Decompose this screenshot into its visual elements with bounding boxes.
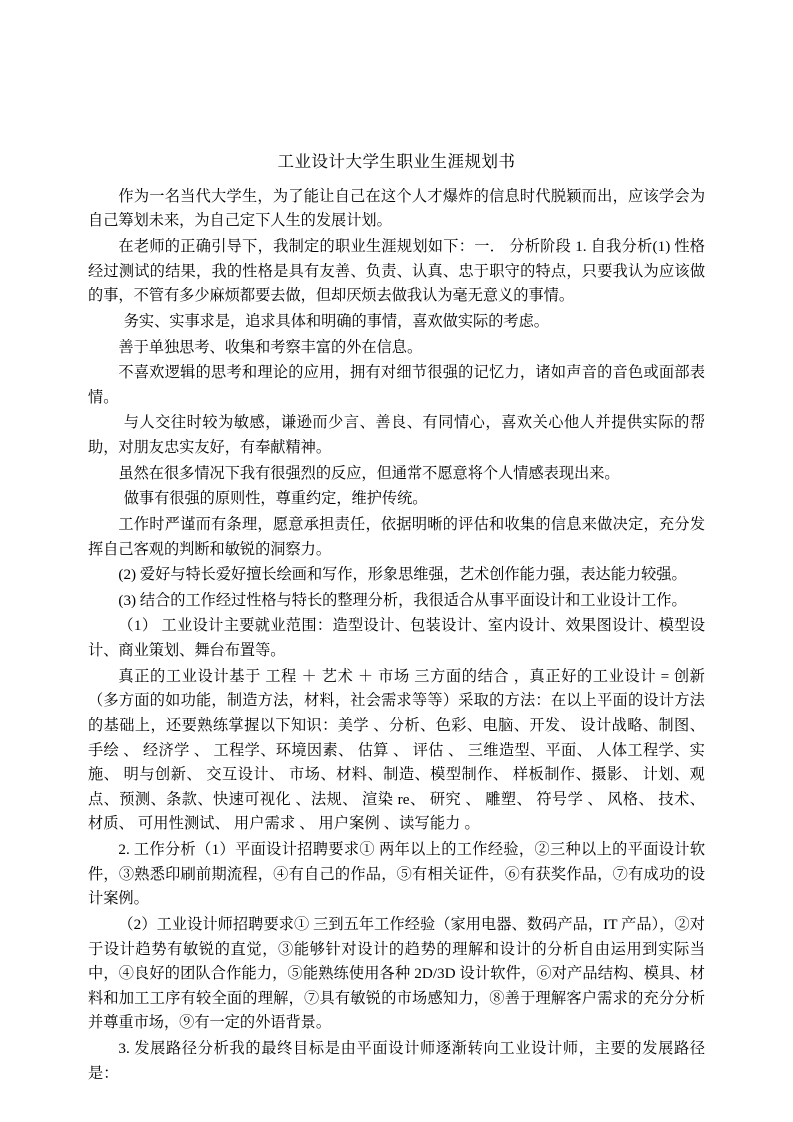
paragraph: 与人交往时较为敏感，谦逊而少言、善良、有同情心，喜欢关心他人并提供实际的帮助，对朋友忠实友好，有奉献精神。 <box>88 414 705 456</box>
paragraph: 不喜欢逻辑的思考和理论的应用，拥有对细节很强的记忆力，诸如声音的音色或面部表情。 <box>88 364 705 406</box>
paragraph: 做事有很强的原则性，尊重约定，维护传统。 <box>123 490 428 508</box>
paragraph: （1） 工业设计主要就业范围：造型设计、包装设计、室内设计、效果图设计、模型设计、商业策划、舞台布置等。 <box>88 617 705 659</box>
paragraph: (2) 爱好与特长爱好擅长绘画和写作，形象思维强，艺术创作能力强，表达能力较强。 <box>118 566 687 584</box>
paragraph: 善于单独思考、收集和考察丰富的外在信息。 <box>118 338 423 356</box>
paragraph: （2）工业设计师招聘要求① 三到五年工作经验（家用电器、数码产品，IT 产品），②对于设计趋势有敏锐的直觉，③能够针对设计的趋势的理解和设计的分析自由运用到实际当中，④良好的团队合作能力，⑤能熟练使用各种 2D/3D 设计软件，⑥对产品结构、模具、材料和加工工序有较全面的理解，⑦具有敏锐的市场感知力，⑧善于理解客户需求的充分分析并尊重市场，⑨有一定的外语背景。 <box>88 915 705 1032</box>
paragraph: 工作时严谨而有条理，愿意承担责任，依据明晰的评估和收集的信息来做决定，充分发挥自己客观的判断和敏锐的洞察力。 <box>88 515 705 558</box>
paragraph: 虽然在很多情况下我有很强烈的反应，但通常不愿意将个人情感表现出来。 <box>118 464 620 482</box>
paragraph: (3) 结合的工作经过性格与特长的整理分析，我很适合从事平面设计和工业设计工作。 <box>118 591 687 609</box>
paragraph: 3. 发展路径分析我的最终目标是由平面设计师逐渐转向工业设计师，主要的发展路径是： <box>88 1040 705 1082</box>
page-title: 工业设计大学生职业生涯规划书 <box>277 152 516 171</box>
paragraph: 真正的工业设计基于 工程 ＋ 艺术 ＋ 市场 三方面的结合 ，真正好的工业设计 = 创新（多方面的如功能，制造方法，材料，社会需求等等）采取的方法：在以上平面的设计方法的基础上，还要熟练掌握以下知识：美学 、分析、色彩、电脑、开发、 设计战略、制图、手绘 、 经济学 、 工程学、环境因素、 估算 、 评估 、 三维造型、平面、 人体工程学、实施、 明与创新、 交互设计、 市场、材料、制造、模型制作、 样板制作、摄影、 计划、观点、预测、条款、快速可视化 、法规、 渲染 re、 研究 、 雕塑、 符号学 、 风格、 技术、 材质、 可用性测试、 用户需求 、 用户案例 、读写能力 。 <box>88 667 705 833</box>
paragraph: 作为一名当代大学生，为了能让自己在这个人才爆炸的信息时代脱颖而出，应该学会为自己筹划未来，为自己定下人生的发展计划。 <box>88 187 705 230</box>
paragraph: 务实、实事求是，追求具体和明确的事情，喜欢做实际的考虑。 <box>123 312 549 330</box>
paragraph: 2. 工作分析（1）平面设计招聘要求① 两年以上的工作经验，②三种以上的平面设计软件，③熟悉印刷前期流程，④有自己的作品，⑤有相关证件，⑥有获奖作品，⑦有成功的设计案例。 <box>88 841 705 908</box>
paragraph: 在老师的正确引导下，我制定的职业生涯规划如下：一． 分析阶段 1. 自我分析(1) 性格经过测试的结果，我的性格是具有友善、负责、认真、忠于职守的特点，只要我认为应该做的事，不管有多少麻烦都要去做，但却厌烦去做我认为毫无意义的事情。 <box>88 238 705 305</box>
